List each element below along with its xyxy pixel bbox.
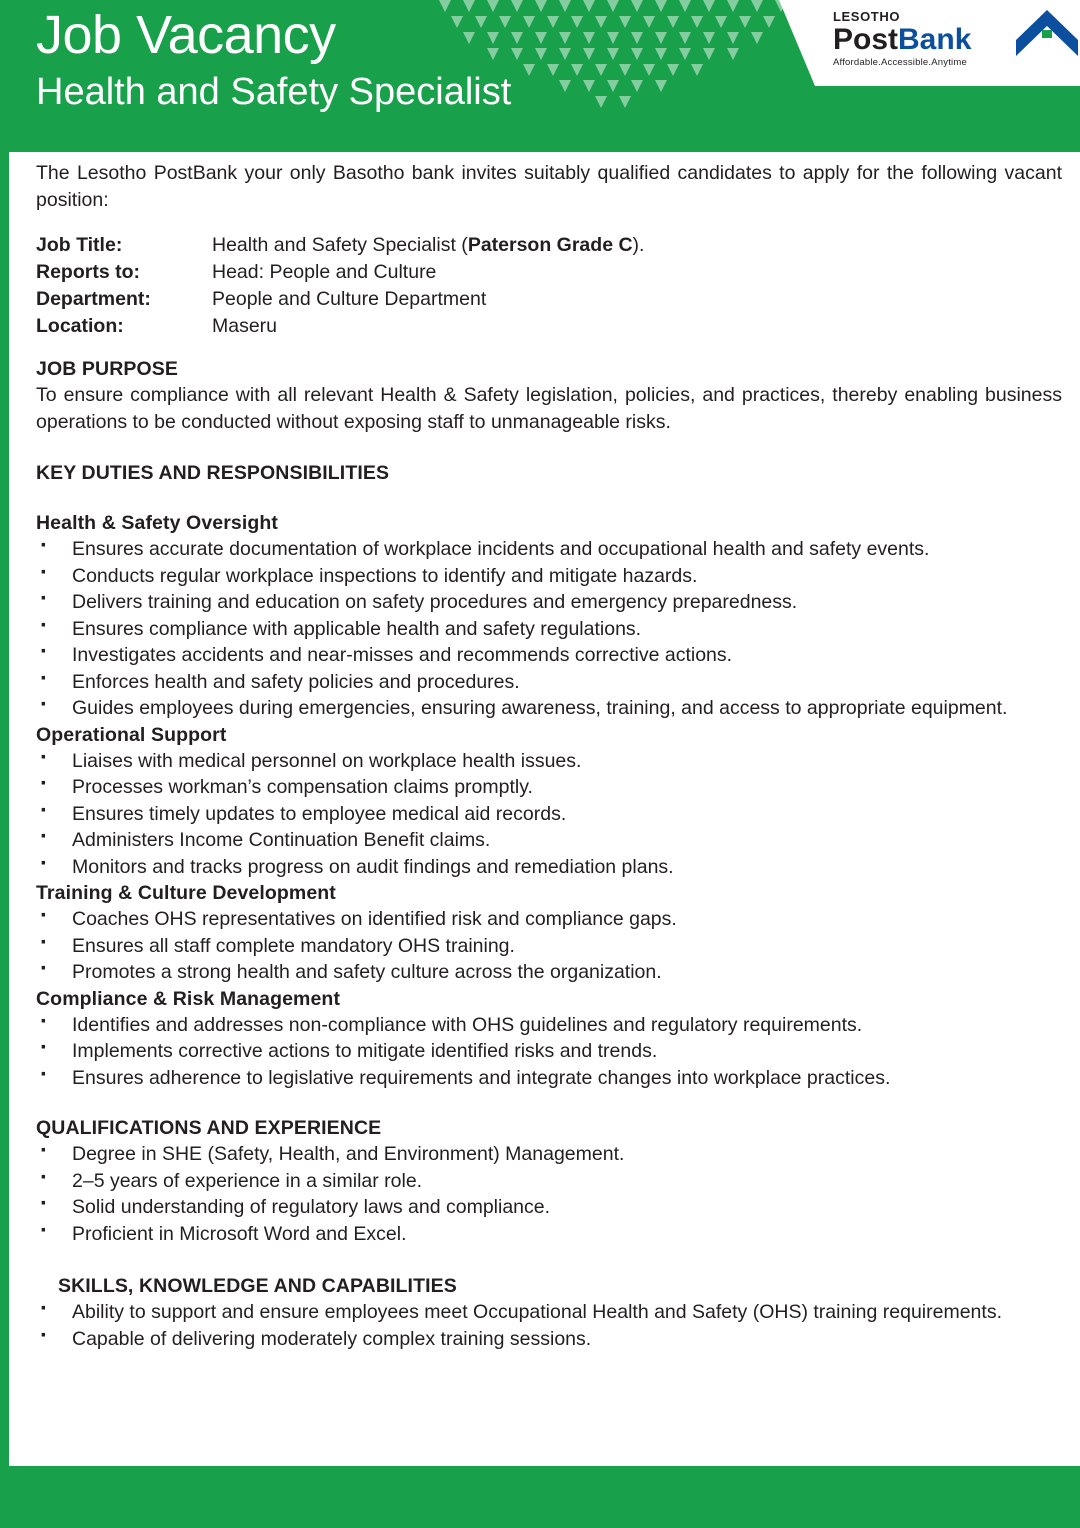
duties-list-compliance <box>36 1012 1062 1092</box>
list-item: · Promotes a strong health and safety culture across the organization. <box>36 959 1062 986</box>
intro-paragraph: The Lesotho PostBank your only Basotho bank invites suitably qualified candidates to apply for the following vacant position: <box>36 162 1062 211</box>
page-title: Job Vacancy <box>36 5 336 65</box>
logo-container <box>815 0 1080 86</box>
job-title-prefix: Health and Safety Specialist ( <box>212 234 468 256</box>
list-item: · Identifies and addresses non-compliance with OHS guidelines and regulatory requirements. <box>36 1012 1062 1039</box>
list-item: · Ability to support and ensure employees meet Occupational Health and Safety (OHS) training requirements. <box>36 1299 1062 1326</box>
logo-post-word: Post <box>833 23 899 56</box>
list-item: · Enforces health and safety policies and procedures. <box>36 669 1062 696</box>
job-title-suffix: ). <box>632 234 645 256</box>
section-heading-key-duties: KEY DUTIES AND RESPONSIBILITIES <box>36 462 390 484</box>
subsection-compliance-risk: Compliance & Risk Management <box>36 987 341 1010</box>
list-item: · Coaches OHS representatives on identified risk and compliance gaps. <box>36 906 1062 933</box>
logo-lesotho-text: LESOTHO <box>833 9 901 24</box>
table-row <box>36 259 644 286</box>
subsection-operational-support: Operational Support <box>36 723 227 746</box>
header-title-block <box>36 4 511 116</box>
meta-value-department: People and Culture Department <box>212 288 487 310</box>
poster-body <box>36 160 1062 1352</box>
list-item: · Ensures all staff complete mandatory OHS training. <box>36 933 1062 960</box>
table-row <box>36 232 644 259</box>
skills-list <box>36 1299 1062 1352</box>
meta-value-job-title <box>212 232 644 259</box>
list-item: · Processes workman’s compensation claims promptly. <box>36 774 1062 801</box>
poster-header <box>9 0 1080 152</box>
list-item: · Ensures adherence to legislative requirements and integrate changes into workplace practices. <box>36 1065 1062 1092</box>
section-heading-job-purpose: JOB PURPOSE <box>36 358 178 380</box>
job-purpose-text: To ensure compliance with all relevant Health & Safety legislation, policies, and practices, thereby enabling business operations to be conducted without exposing staff to unmanageable risks. <box>36 384 1062 433</box>
table-row <box>36 313 644 340</box>
job-title-grade: Paterson Grade C <box>467 234 633 256</box>
meta-label-job-title: Job Title: <box>36 234 123 256</box>
subsection-health-safety-oversight: Health & Safety Oversight <box>36 512 278 534</box>
list-item: · Investigates accidents and near-misses and recommends corrective actions. <box>36 642 1062 669</box>
page-subtitle: Health and Safety Specialist <box>36 71 512 113</box>
meta-label-department: Department: <box>36 288 151 310</box>
qualifications-list <box>36 1141 1062 1247</box>
meta-label-location: Location: <box>36 315 124 337</box>
list-item: · 2–5 years of experience in a similar role. <box>36 1168 1062 1195</box>
duties-list-operational <box>36 748 1062 881</box>
list-item: · Solid understanding of regulatory laws and compliance. <box>36 1194 1062 1221</box>
postbank-roof-icon <box>1016 0 1078 56</box>
subsection-training-culture: Training & Culture Development <box>36 882 336 904</box>
section-heading-qualifications: QUALIFICATIONS AND EXPERIENCE <box>36 1117 382 1139</box>
logo-tagline: Affordable.Accessible.Anytime <box>833 57 967 68</box>
list-item: · Implements corrective actions to mitigate identified risks and trends. <box>36 1038 1062 1065</box>
section-heading-skills: SKILLS, KNOWLEDGE AND CAPABILITIES <box>58 1275 457 1297</box>
list-item: · Ensures timely updates to employee medical aid records. <box>36 801 1062 828</box>
list-item: · Guides employees during emergencies, ensuring awareness, training, and access to appropriate equipment. <box>36 695 1062 722</box>
meta-value-reports-to: Head: People and Culture <box>212 261 437 283</box>
footer-bar <box>0 1466 1080 1528</box>
duties-list-oversight <box>36 536 1062 722</box>
meta-value-location: Maseru <box>212 315 278 337</box>
duties-list-training <box>36 906 1062 986</box>
list-item: · Monitors and tracks progress on audit findings and remediation plans. <box>36 854 1062 881</box>
meta-label-reports-to: Reports to: <box>36 261 140 283</box>
logo-bank-word: Bank <box>898 23 972 56</box>
table-row <box>36 286 644 313</box>
list-item: · Capable of delivering moderately complex training sessions. <box>36 1326 1062 1353</box>
list-item: · Ensures accurate documentation of workplace incidents and occupational health and safety events. <box>36 536 1062 563</box>
list-item: · Proficient in Microsoft Word and Excel. <box>36 1221 1062 1248</box>
list-item: · Degree in SHE (Safety, Health, and Environment) Management. <box>36 1141 1062 1168</box>
list-item: · Delivers training and education on safety procedures and emergency preparedness. <box>36 589 1062 616</box>
list-item: · Liaises with medical personnel on workplace health issues. <box>36 748 1062 775</box>
list-item: · Ensures compliance with applicable health and safety regulations. <box>36 616 1062 643</box>
job-meta-table <box>36 232 644 340</box>
list-item: · Administers Income Continuation Benefit claims. <box>36 827 1062 854</box>
list-item: · Conducts regular workplace inspections to identify and mitigate hazards. <box>36 563 1062 590</box>
